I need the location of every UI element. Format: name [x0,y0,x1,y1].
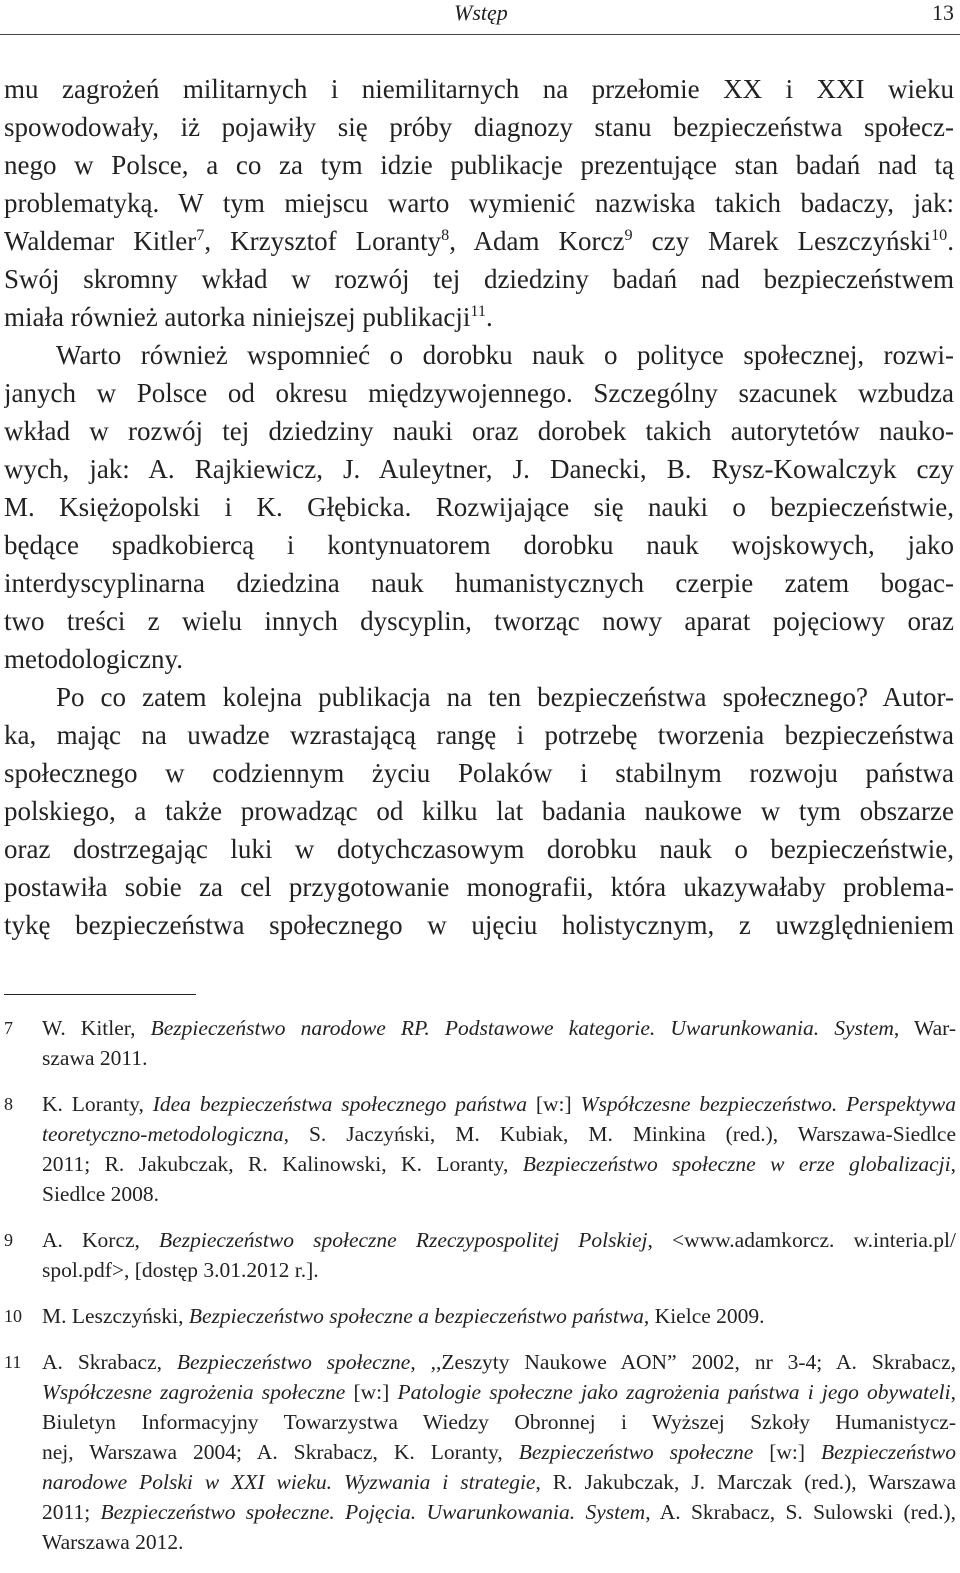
body-line: interdyscyplinarna dziedzina nauk humanistycznych czerpie zatem bogac- [4,568,954,598]
body-line: two treści z wielu innych dyscyplin, tworząc nowy aparat pojęciowy oraz [4,606,954,636]
body-line: wkład w rozwój tej dziedziny nauki oraz dorobek takich autorytetów nauko- [4,416,954,446]
footnote-line: K. Loranty, Idea bezpieczeństwa społecznego państwa [w:] Współczesne bezpieczeństwo. Perspektywa [42,1092,956,1116]
body-line: Swój skromny wkład w rozwój tej dziedziny badań nad bezpieczeństwem [4,264,954,294]
running-title: Wstęp [454,0,508,25]
footnote-number: 8 [4,1094,13,1114]
body-line: wych, jak: A. Rajkiewicz, J. Auleytner, J. Danecki, B. Rysz-Kowalczyk czy [4,454,954,484]
body-line: Warto również wspomnieć o dorobku nauk o polityce społecznej, rozwi- [56,340,954,370]
body-line: polskiego, a także prowadząc od kilku lat badania naukowe w tym obszarze [4,796,954,826]
body-line: spowodowały, iż pojawiły się próby diagnozy stanu bezpieczeństwa społecz- [4,112,954,142]
body-line: miała również autorka niniejszej publikacji$^{11}$. [4,302,493,332]
footnote-line: 2011; R. Jakubczak, R. Kalinowski, K. Loranty, Bezpieczeństwo społeczne w erze globalizacji, [42,1152,956,1176]
body-line: postawiła sobie za cel przygotowanie monografii, która ukazywałaby problema- [4,872,954,902]
footnote-line: nej, Warszawa 2004; A. Skrabacz, K. Loranty, Bezpieczeństwo społeczne [w:] Bezpieczeństwo [42,1440,956,1464]
body-line: ka, mając na uwadze wzrastającą rangę i potrzebę tworzenia bezpieczeństwa [4,720,954,750]
footnote-number: 11 [4,1352,22,1372]
page-number: 13 [932,0,954,25]
footnotes [4,1013,956,1573]
footnote-separator [4,994,196,995]
body-line: metodologiczny. [4,644,183,674]
footnote-line: A. Korcz, Bezpieczeństwo społeczne Rzeczypospolitej Polskiej, <www.adamkorcz. w.interia.pl/ [42,1228,956,1252]
footnote-line: W. Kitler, Bezpieczeństwo narodowe RP. Podstawowe kategorie. Uwarunkowania. System, War- [42,1016,956,1040]
footnote-line: spol.pdf>, [dostęp 3.01.2012 r.]. [42,1258,319,1282]
footnote-line: teoretyczno-metodologiczna, S. Jaczyński, M. Kubiak, M. Minkina (red.), Warszawa-Siedlce [42,1122,956,1146]
body-line: społecznego w codziennym życiu Polaków i stabilnym rozwoju państwa [4,758,954,788]
body-line: Po co zatem kolejna publikacja na ten bezpieczeństwa społecznego? Autor- [56,682,954,712]
running-header [0,0,960,35]
footnote-line: szawa 2011. [42,1046,148,1070]
footnote-10 [4,1301,956,1331]
body-line: mu zagrożeń militarnych i niemilitarnych na przełomie XX i XXI wieku [4,74,954,104]
footnote-9 [4,1225,956,1285]
footnote-7 [4,1013,956,1073]
footnote-8 [4,1089,956,1209]
footnote-line: A. Skrabacz, Bezpieczeństwo społeczne, ,,Zeszyty Naukowe AON” 2002, nr 3-4; A. Skrabacz, [42,1350,956,1374]
footnote-number: 10 [4,1306,22,1326]
body-line: M. Księżopolski i K. Głębicka. Rozwijające się nauki o bezpieczeństwie, [4,492,954,522]
footnote-line: 2011; Bezpieczeństwo społeczne. Pojęcia. Uwarunkowania. System, A. Skrabacz, S. Sulowski (red.), [42,1500,956,1524]
footnote-11 [4,1347,956,1557]
footnote-line: Współczesne zagrożenia społeczne [w:] Patologie społeczne jako zagrożenia państwa i jego obywateli, [42,1380,956,1404]
footnote-line: Siedlce 2008. [42,1182,160,1206]
footnote-number: 7 [4,1018,13,1038]
footnote-line: narodowe Polski w XXI wieku. Wyzwania i strategie, R. Jakubczak, J. Marczak (red.), Warszawa [42,1470,956,1494]
body-line: nego w Polsce, a co za tym idzie publikacje prezentujące stan badań nad tą [4,150,954,180]
body-line: janych w Polsce od okresu międzywojennego. Szczególny szacunek wzbudza [4,378,954,408]
body-line: problematyką. W tym miejscu warto wymienić nazwiska takich badaczy, jak: [4,188,954,218]
body-line: tykę bezpieczeństwa społecznego w ujęciu holistycznym, z uwzględnieniem [4,910,954,940]
body-line: Waldemar Kitler$^7$, Krzysztof Loranty$^8$, Adam Korcz$^9$ czy Marek Leszczyński$^{10}$. [4,226,954,256]
main-text [4,70,954,944]
footnote-line: M. Leszczyński, Bezpieczeństwo społeczne a bezpieczeństwo państwa, Kielce 2009. [42,1304,765,1328]
body-line: będące spadkobiercą i kontynuatorem dorobku nauk wojskowych, jako [4,530,954,560]
footnote-line: Warszawa 2012. [42,1530,184,1554]
footnote-line: Biuletyn Informacyjny Towarzystwa Wiedzy Obronnej i Wyższej Szkoły Humanistycz- [42,1410,956,1434]
footnote-number: 9 [4,1230,13,1250]
body-line: oraz dostrzegając luki w dotychczasowym dorobku nauk o bezpieczeństwie, [4,834,954,864]
